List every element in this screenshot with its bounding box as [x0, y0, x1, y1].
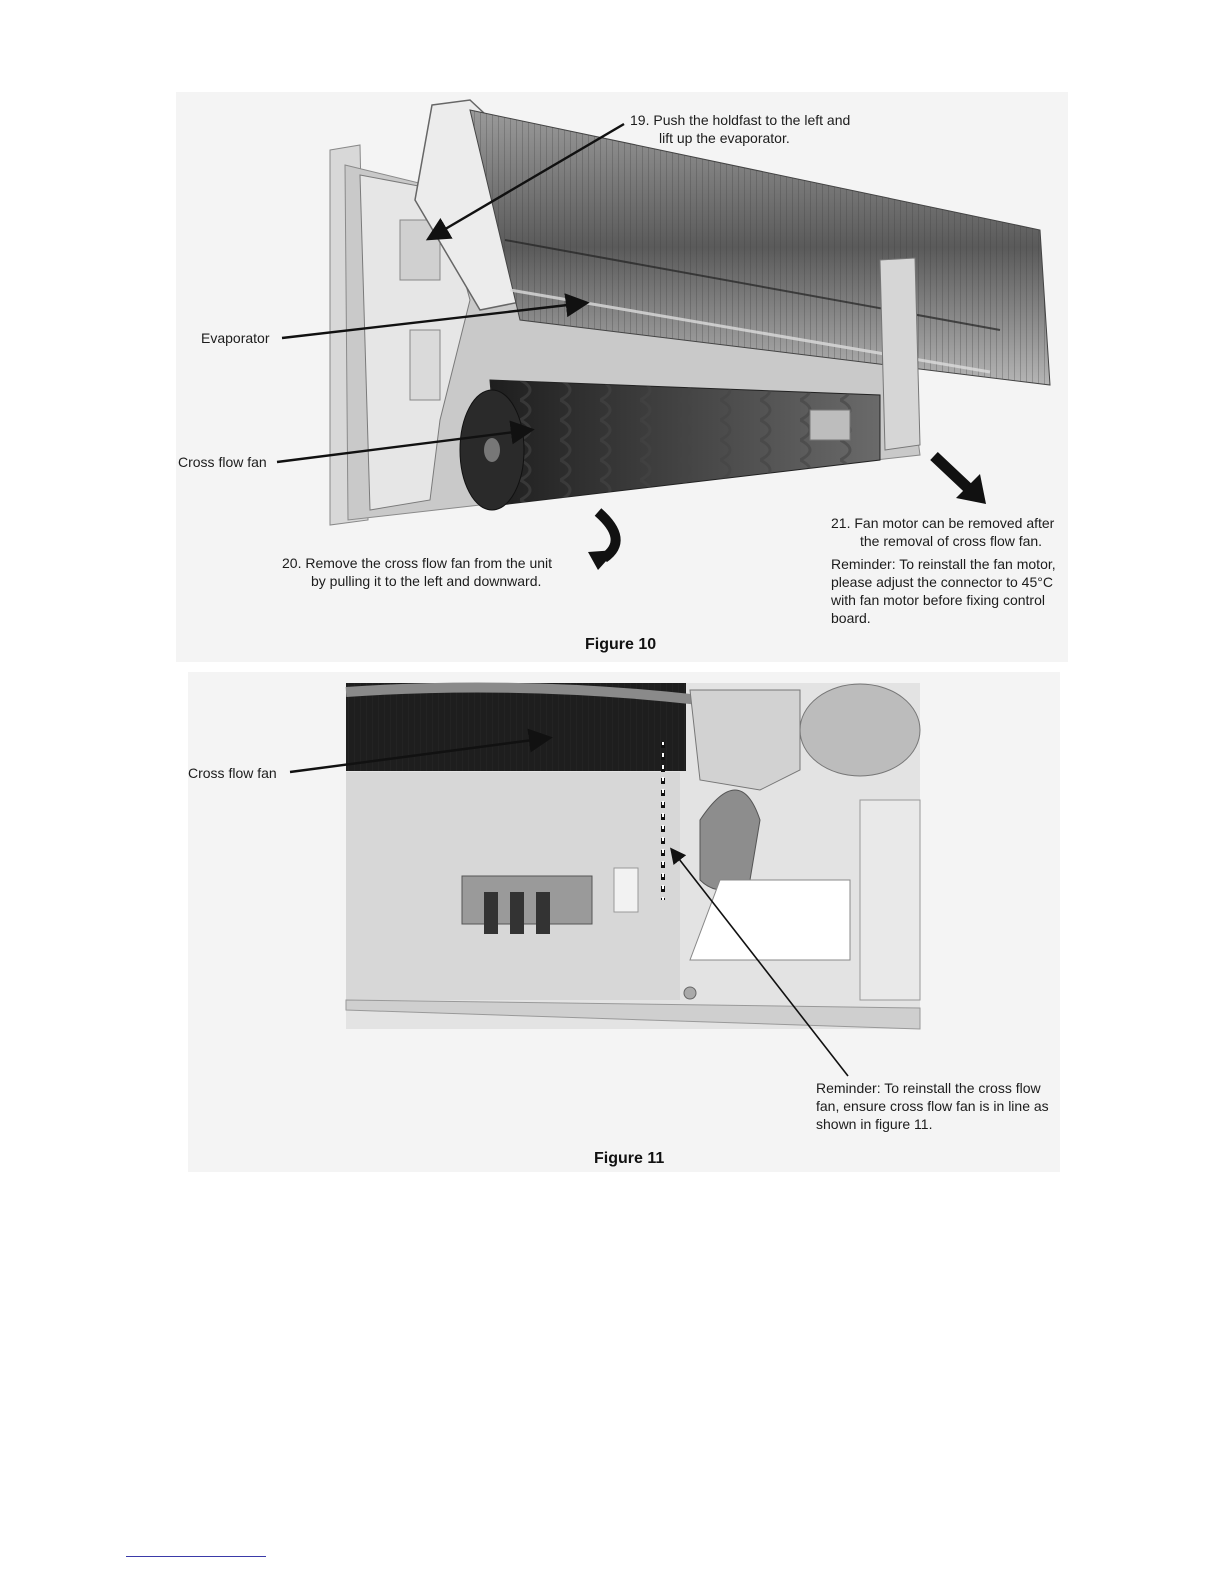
- down-right-arrow-icon: [934, 456, 986, 504]
- figure-11-photo: [346, 683, 920, 1029]
- cross-flow-fan-reminder-line-3: shown in figure 11.: [816, 1116, 933, 1132]
- step-19-label: 19. Push the holdfast to the left and: [630, 112, 851, 128]
- step-19-label-cont: lift up the evaporator.: [659, 130, 790, 146]
- fan-motor-reminder-line-3: with fan motor before fixing control: [831, 592, 1045, 608]
- cross-flow-fan-reminder-line-1: Reminder: To reinstall the cross flow: [816, 1080, 1041, 1096]
- figure-11-caption: Figure 11: [594, 1150, 665, 1167]
- cross-flow-fan-label-fig11: Cross flow fan: [188, 765, 277, 781]
- cross-flow-fan-reminder-line-2: fan, ensure cross flow fan is in line as: [816, 1098, 1049, 1114]
- footer-rule: [126, 1556, 266, 1557]
- rotate-arrow-icon: [588, 512, 616, 570]
- step-20-label: 20. Remove the cross flow fan from the unit: [282, 555, 553, 571]
- step-21-label-cont: the removal of cross flow fan.: [860, 533, 1043, 549]
- fan-motor-reminder-line-4: board.: [831, 610, 871, 626]
- step-20-label-cont: by pulling it to the left and downward.: [311, 573, 542, 589]
- fan-motor-reminder-line-1: Reminder: To reinstall the fan motor,: [831, 556, 1056, 572]
- evaporator-label: Evaporator: [201, 330, 270, 346]
- fan-motor-reminder-line-2: please adjust the connector to 45°C: [831, 574, 1053, 590]
- cross-flow-fan-label: Cross flow fan: [178, 454, 267, 470]
- step-21-label: 21. Fan motor can be removed after: [831, 515, 1055, 531]
- figure-10-caption: Figure 10: [585, 636, 657, 653]
